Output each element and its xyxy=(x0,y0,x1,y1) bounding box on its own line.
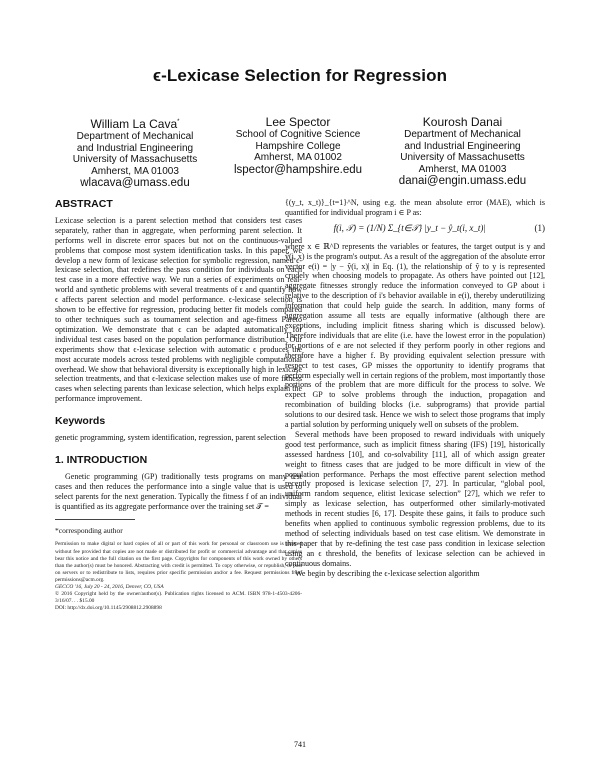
author-affiliation: Amherst, MA 01003 xyxy=(418,163,507,175)
body-paragraph: We begin by describing the ϵ-lexicase selection algorithm xyxy=(295,568,480,578)
author-affiliation: University of Massachusetts xyxy=(72,154,198,165)
author-affiliation: School of Cognitive Science xyxy=(235,129,361,140)
footnote-corresponding: *corresponding author xyxy=(55,526,123,536)
permission-notice xyxy=(55,541,302,612)
author-3 xyxy=(380,116,545,187)
page-number: 741 xyxy=(294,740,306,749)
footnote-divider xyxy=(55,519,135,520)
conference-info: GECCO '16, July 20 - 24, 2016, Denver, CO, USA xyxy=(55,584,164,591)
doi-link[interactable]: DOI: http://dx.doi.org/10.1145/2908812.2908898 xyxy=(55,605,162,612)
author-affiliation: Department of Mechanical xyxy=(404,129,521,140)
equation-number: (1) xyxy=(534,222,545,233)
author-name: Kourosh Danai xyxy=(422,115,503,129)
abstract-text: Lexicase selection is a parent selection method that considers test cases separately, rather than in aggregate, when performing parent selection. It performs well in discrete error spaces but not on the continuous-valued problems that compose most system identification tasks. In this paper, we develop a new form of lexicase selection for symbolic regression, named ϵ-lexicase selection, that redefines the pass condition for individuals on each test case in a more effective way. We run a series of experiments on real-world and synthetic problems with several treatments of ϵ and quantify how ϵ affects parent selection and model performance. ϵ-lexicase selection is shown to be effective for regression, producing better fit models compared to other techniques such as tournament selection and age-fitness Pareto optimization. We demonstrate that ϵ can be adapted automatically for individual test cases based on the population performance distribution. Our experiments show that ϵ-lexicase selection with automatic ϵ produces the most accurate models across tested problems with negligible computational overhead. We show that behavioral diversity is exceptionally high in lexicase selection treatments, and that ϵ-lexicase selection makes use of more fitness cases when selecting parents than lexicase selection, which helps explain the performance improvement. xyxy=(55,215,302,404)
abstract-heading: ABSTRACT xyxy=(55,198,113,210)
left-column xyxy=(55,200,302,612)
keywords-text: genetic programming, system identification, regression, parent selection xyxy=(55,433,286,443)
equation-formula: f(i, 𝒯) = (1/N) Σ_{t∈𝒯} |y_t − ŷ_t(i, x_t)| xyxy=(333,222,486,233)
corresponding-mark: * xyxy=(177,119,180,125)
author-name: Lee Spector xyxy=(265,115,331,129)
paper-title: ϵ-Lexicase Selection for Regression xyxy=(152,66,448,85)
body-paragraph: where x ∈ ℝ^D represents the variables or features, the target output is y and ŷ(i, x) is the program's output. As a result of the aggregation of the absolute error vector e(i) = |y − ŷ(i, x)| in Eq. (1), the relationship of ŷ to y is represented crudely when choosing models to propagate. As others have pointed out [12], aggregate fitnesses strongly reduce the information conveyed to GP about i relative to the description of i's behavior available in e(i), thereby underutilizing information that could help guide the search. In addition, many forms of aggregation assume all tests are equally informative (although there are exceptions, including implicit fitness sharing which is discussed below). Therefore individuals that are elite (i.e. have the lowest error in the population) for portions of e are not selected if they perform poorly in other regions and therefore have a higher f. By providing equivalent selection pressure with respect to test cases, GP misses the opportunity to identify programs that perform especially well in certain regions of the problem, most importantly those portions of the problem that are more difficult for the process to solve. We expect GP to solve problems through the induction, propagation and recombination of building blocks (i.e. subprograms) that provide partial solutions to our desired task. Hence we wish to select those programs that imply a partial solution by performing uniquely well on subsets of the problem. xyxy=(285,241,545,430)
body-paragraph: Several methods have been proposed to reward individuals with uniquely good test performance, such as implicit fitness sharing (IFS) [19], historically assessed hardness [10], and co-solvability [11], all of which assign greater weight to fitness cases that are judged to be more difficult in view of the population performance. Perhaps the most effective parent selection method recently proposed is lexicase selection [7, 27]. In particular, “global pool, uniform random sequence, elitist lexicase selection” [27], which we refer to simply as lexicase selection, has outperformed other similarly-motivated methods in recent studies [6, 17]. Despite these gains, it fails to produce such benefits when applied to continuous symbolic regression problems, due to its method of selecting individuals based on test case elitism. We demonstrate in this paper that by re-defining the test case pass condition in lexicase selection using an ϵ threshold, the benefits of lexicase selection can be achieved in continuous domains. xyxy=(285,429,545,568)
right-column xyxy=(285,198,545,579)
author-email: danai@engin.umass.edu xyxy=(398,175,527,187)
right-lead-text: {(y_t, x_t)}_{t=1}^N, using e.g. the mean absolute error (MAE), which is quantified for individual program i ∈ P as: xyxy=(285,198,545,217)
author-affiliation: Amherst, MA 01002 xyxy=(254,152,342,163)
author-affiliation: Hampshire College xyxy=(255,140,341,152)
author-affiliation: University of Massachusetts xyxy=(400,152,525,163)
author-affiliation: and Industrial Engineering xyxy=(76,142,194,154)
keywords-heading: Keywords xyxy=(55,415,106,428)
author-name: William La Cava xyxy=(90,117,178,131)
author-email: lspector@hampshire.edu xyxy=(233,163,363,176)
introduction-heading: 1. INTRODUCTION xyxy=(55,453,148,466)
permission-text: Permission to make digital or hard copies of all or part of this work for personal or classroom use is granted without fee provided that copies are not made or distributed for profit or commercial advantage and that copies bear this notice and the full citation on the first page. Copyrights for components of this work owned by others than the author(s) must be honored. Abstracting with credit is permitted. To copy otherwise, or republish, to post on servers or to redistribute to lists, requires prior specific permission and/or a fee. Request permissions from permissions@acm.org. xyxy=(55,541,302,583)
author-affiliation: Department of Mechanical xyxy=(76,131,194,142)
copyright-info: © 2016 Copyright held by the owner/author(s). Publication rights licensed to ACM. ISBN 978-1-4503-4206-3/16/07. . . $15.00 xyxy=(55,591,302,605)
author-affiliation: and Industrial Engineering xyxy=(404,140,521,152)
author-affiliation: Amherst, MA 01003 xyxy=(91,165,179,177)
equation-1 xyxy=(285,224,545,234)
author-email: wlacava@umass.edu xyxy=(80,177,190,189)
author-2 xyxy=(218,116,378,176)
author-1 xyxy=(55,116,215,189)
intro-paragraph: Genetic programming (GP) traditionally tests programs on many test cases and then reduces the performance into a single value that is used to select parents for the next generation. Typically the fitness f of an individual is quantified as its aggregate performance over the training set 𝒯 = xyxy=(55,471,302,511)
